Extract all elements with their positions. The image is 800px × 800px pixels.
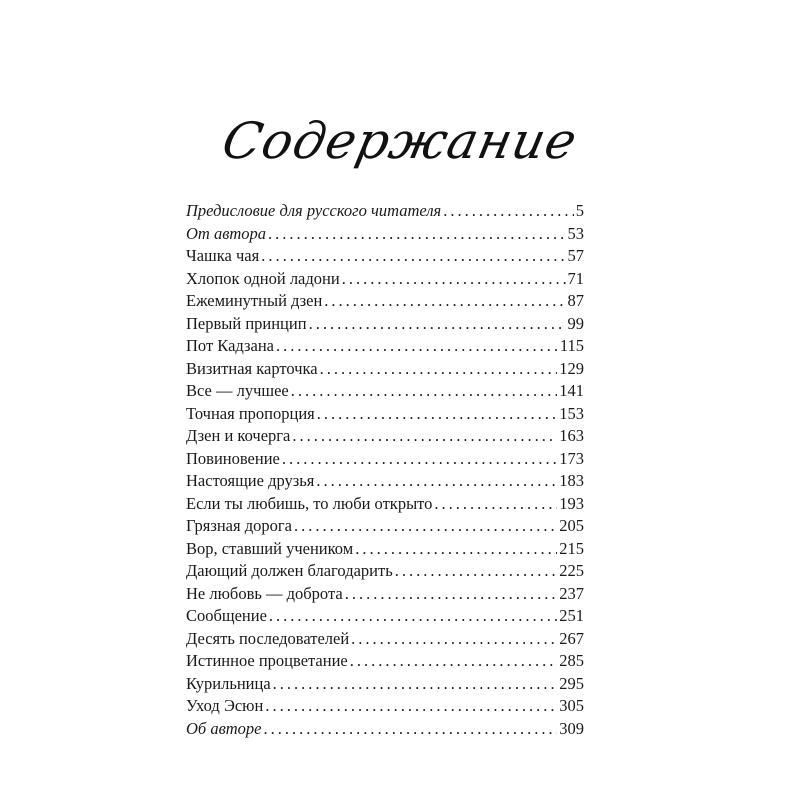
toc-entry bbox=[186, 380, 584, 403]
toc-entry-page-number: 305 bbox=[559, 696, 584, 715]
toc-entry-label: Дзен и кочерга bbox=[186, 426, 291, 445]
toc-dot-leader bbox=[292, 425, 557, 448]
toc-entry-label: От автора bbox=[186, 223, 267, 243]
toc-entry-label: Все — лучшее bbox=[186, 381, 289, 400]
toc-dot-leader bbox=[443, 200, 574, 223]
toc-entry-label: Вор, ставший учеником bbox=[186, 538, 354, 558]
toc-entry-label: Хлопок одной ладони bbox=[186, 268, 340, 288]
toc-entry-page-number: 5 bbox=[575, 201, 584, 220]
toc-entry-label: Не любовь — доброта bbox=[186, 583, 343, 603]
toc-entry bbox=[186, 628, 584, 651]
toc-dot-leader bbox=[269, 605, 557, 628]
toc-dot-leader bbox=[282, 448, 557, 471]
page-title: Содержание bbox=[217, 112, 583, 170]
toc-dot-leader bbox=[265, 695, 557, 718]
toc-entry-label: Уход Эсюн bbox=[186, 696, 264, 715]
toc-entry-page-number: 183 bbox=[559, 471, 584, 490]
toc-entry-label: Грязная дорога bbox=[186, 516, 292, 535]
toc-entry bbox=[186, 425, 584, 448]
toc-entry bbox=[186, 560, 584, 583]
toc-dot-leader bbox=[345, 583, 558, 606]
toc-entry-page-number: 141 bbox=[559, 381, 584, 400]
toc-entry-label: Пот Кадзана bbox=[186, 336, 274, 355]
toc-entry-page-number: 267 bbox=[559, 628, 584, 648]
toc-entry bbox=[186, 335, 584, 358]
toc-entry-page-number: 285 bbox=[559, 651, 584, 670]
toc-entry-label: Повиновение bbox=[186, 448, 280, 468]
toc-entry bbox=[186, 718, 584, 741]
toc-entry-page-number: 205 bbox=[559, 516, 584, 535]
toc-entry-page-number: 215 bbox=[559, 538, 584, 558]
toc-entry-label: Первый принцип bbox=[186, 313, 307, 333]
toc-entry-label: Предисловие для русского читателя bbox=[186, 201, 442, 220]
toc-entry-page-number: 153 bbox=[559, 403, 584, 423]
toc-entry bbox=[186, 358, 584, 381]
toc-entry bbox=[186, 470, 584, 493]
toc-entry-label: Ежеминутный дзен bbox=[186, 291, 323, 310]
toc-entry-page-number: 129 bbox=[559, 358, 584, 378]
toc-entry-page-number: 57 bbox=[567, 246, 584, 265]
toc-dot-leader bbox=[351, 628, 557, 651]
toc-entry-label: Десять последователей bbox=[186, 628, 350, 648]
toc-dot-leader bbox=[309, 313, 566, 336]
toc-dot-leader bbox=[264, 718, 558, 741]
toc-entry-page-number: 115 bbox=[559, 336, 584, 355]
toc-entry bbox=[186, 695, 584, 718]
toc-entry-page-number: 237 bbox=[559, 583, 584, 603]
toc-dot-leader bbox=[273, 673, 558, 696]
toc-entry bbox=[186, 313, 584, 336]
toc-entry-label: Курильница bbox=[186, 673, 271, 693]
toc-dot-leader bbox=[276, 335, 558, 358]
toc-entry-page-number: 225 bbox=[559, 561, 584, 580]
toc-entry bbox=[186, 515, 584, 538]
toc-dot-leader bbox=[294, 515, 557, 538]
toc-dot-leader bbox=[395, 560, 558, 583]
table-of-contents bbox=[186, 200, 584, 740]
toc-entry-page-number: 309 bbox=[559, 718, 584, 738]
toc-entry-page-number: 193 bbox=[559, 493, 584, 513]
toc-entry-label: Настоящие друзья bbox=[186, 471, 315, 490]
toc-entry-page-number: 295 bbox=[559, 673, 584, 693]
toc-entry bbox=[186, 245, 584, 268]
toc-entry bbox=[186, 673, 584, 696]
toc-entry bbox=[186, 583, 584, 606]
toc-entry-label: Сообщение bbox=[186, 606, 267, 625]
toc-entry-label: Чашка чая bbox=[186, 246, 260, 265]
toc-entry-page-number: 99 bbox=[567, 313, 584, 333]
toc-entry-label: Визитная карточка bbox=[186, 358, 318, 378]
toc-dot-leader bbox=[350, 650, 558, 673]
toc-entry-page-number: 71 bbox=[567, 268, 584, 288]
toc-entry bbox=[186, 223, 584, 246]
toc-dot-leader bbox=[317, 403, 558, 426]
toc-entry bbox=[186, 268, 584, 291]
toc-dot-leader bbox=[268, 223, 565, 246]
toc-entry-label: Точная пропорция bbox=[186, 403, 315, 423]
toc-entry bbox=[186, 493, 584, 516]
toc-entry-label: Дающий должен благодарить bbox=[186, 561, 393, 580]
toc-entry bbox=[186, 448, 584, 471]
toc-dot-leader bbox=[434, 493, 557, 516]
toc-dot-leader bbox=[261, 245, 565, 268]
toc-entry bbox=[186, 200, 584, 223]
toc-entry-page-number: 251 bbox=[559, 606, 584, 625]
toc-entry bbox=[186, 605, 584, 628]
toc-dot-leader bbox=[324, 290, 565, 313]
toc-entry-label: Если ты любишь, то люби открыто bbox=[186, 493, 433, 513]
toc-entry-page-number: 173 bbox=[559, 448, 584, 468]
toc-dot-leader bbox=[342, 268, 566, 291]
toc-entry-label: Об авторе bbox=[186, 718, 262, 738]
toc-entry bbox=[186, 650, 584, 673]
toc-entry bbox=[186, 538, 584, 561]
toc-entry bbox=[186, 403, 584, 426]
toc-entry-page-number: 163 bbox=[559, 426, 584, 445]
toc-entry-page-number: 87 bbox=[567, 291, 584, 310]
toc-dot-leader bbox=[320, 358, 558, 381]
toc-dot-leader bbox=[291, 380, 558, 403]
toc-dot-leader bbox=[316, 470, 557, 493]
toc-dot-leader bbox=[355, 538, 557, 561]
toc-entry-page-number: 53 bbox=[567, 223, 584, 243]
toc-entry-label: Истинное процветание bbox=[186, 651, 348, 670]
toc-entry bbox=[186, 290, 584, 313]
